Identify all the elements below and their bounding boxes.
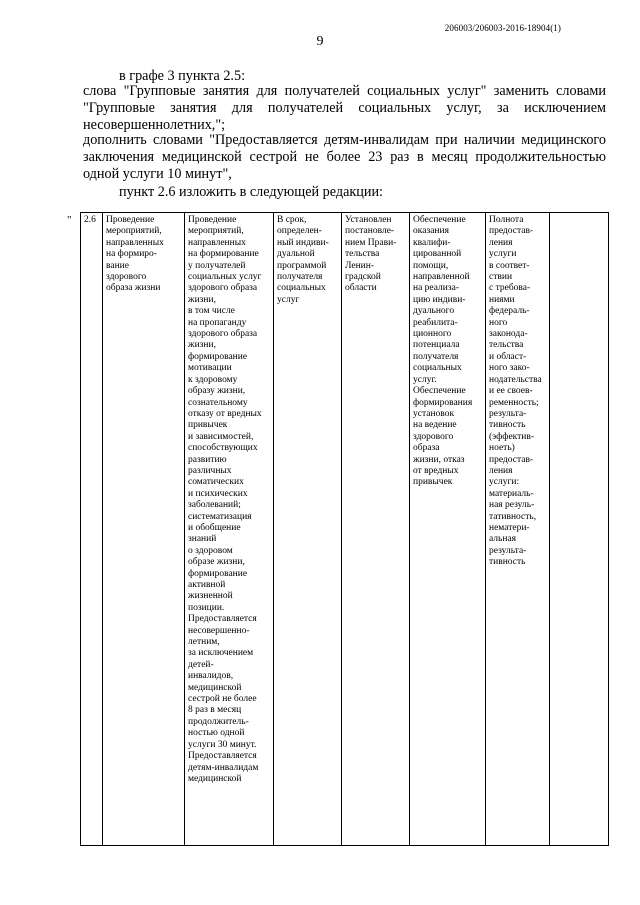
cell-empty [550, 213, 609, 846]
opening-quote-mark: " [67, 214, 72, 226]
services-table [80, 212, 609, 846]
cell-per-capita-standard: Установлен постановле- нием Прави- тельства Ленин- градской области [342, 213, 410, 846]
document-id: 206003/206003-2016-18904(1) [444, 23, 561, 33]
cell-item-number: 2.6 [81, 213, 103, 846]
cell-service-description: Проведение мероприятий, направленных на формирование у получателей социальных услуг здорового образа жизни, в том числе на пропаганду здорового образа жизни, формирование мотивации к здоровому образу жизни, сознательному отказу от вредных привычек и зависимостей, способствующих развитию различных соматических и психических заболеваний; систематизация и обобщение знаний о здоровом образе жизни, формирование активной жизненной позиции. Предоставляется несовершенно- летним, за исключением детей- инвалидов, медицинской сестрой не более 8 раз в месяц продолжитель- ностью одной услуги 30 минут. Предоставляется детям-инвалидам медицинской [185, 213, 274, 846]
paragraph-graph-3: в графе 3 пункта 2.5: [119, 68, 246, 84]
cell-quality-indicators: Полнота предостав- ления услуги в соответ- ствии с требова- ниями федераль- ного законода- тельства и област- ного зако- нодательства и ее своев- ременность; результа- тивность (эффектив- ноеть) предостав- ления услуги: материаль- ная резуль- тативность, нематери- альная результа- тивность [486, 213, 550, 846]
cell-service-name: Проведение мероприятий, направленных на формиро- вание здорового образа жизни [103, 213, 185, 846]
paragraph-item-2-6: пункт 2.6 изложить в следующей редакции: [119, 184, 383, 200]
paragraph-replace-words: слова "Групповые занятия для получателей социальных услуг" заменить словами "Групповые занятия для получателей социальных услуг, за исключением несовершеннолетних,"; [83, 83, 606, 133]
cell-service-term: В срок, определен- ный индиви- дуальной программой получателя социальных услуг [274, 213, 342, 846]
paragraph-add-words: дополнить словами "Предоставляется детям-инвалидам при наличии медицинского заключения медицинской сестрой не более 23 раз в месяц продолжительностью одной услуги 10 минут", [83, 132, 606, 182]
cell-service-conditions: Обеспечение оказания квалифи- цированной помощи, направленной на реализа- цию индиви- дуального реабилита- ционного потенциала получателя социальных услуг. Обеспечение формирования установок на ведение здорового образа жизни, отказ от вредных привычек [410, 213, 486, 846]
page-number: 9 [316, 34, 324, 49]
table-row [81, 213, 609, 846]
